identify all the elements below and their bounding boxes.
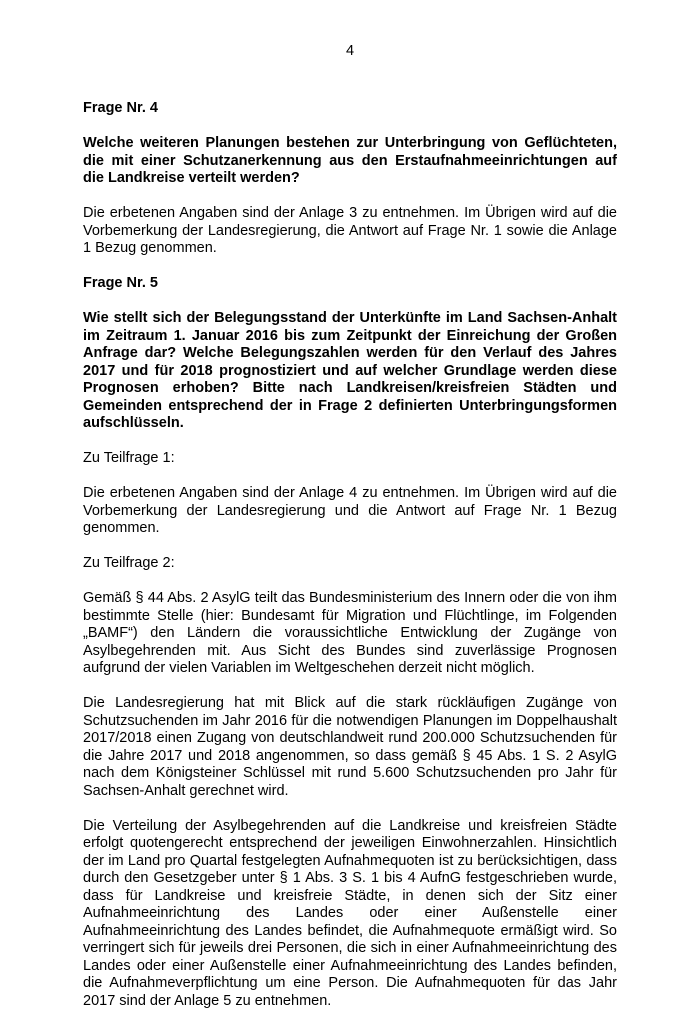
subquestion-2-paragraph: Gemäß § 44 Abs. 2 AsylG teilt das Bundesministerium des Innern oder die von ihm bestimmte Stelle (hier: Bundesamt für Migration und Flüchtlinge, im Folgenden „BAMF“) den Ländern die voraussichtliche Entwicklung der Zugänge von Asylbegehrenden mit. Aus Sicht des Bundes sind zuverlässige Prognosen aufgrund der vielen Variablen im Weltgeschehen derzeit nicht möglich. — [83, 590, 617, 678]
page-number: 4 — [0, 43, 700, 59]
question-4-text: Welche weiteren Planungen bestehen zur Unterbringung von Geflüchteten, die mit einer Schutzanerkennung aus den Erstaufnahmeeinrichtungen auf die Landkreise verteilt werden? — [83, 135, 617, 188]
subquestion-1-answer: Die erbetenen Angaben sind der Anlage 4 zu entnehmen. Im Übrigen wird auf die Vorbemerkung der Landesregierung und die Antwort auf Frage Nr. 1 Bezug genommen. — [83, 485, 617, 538]
subquestion-1-label: Zu Teilfrage 1: — [83, 450, 617, 468]
subquestion-2-paragraph: Die Landesregierung hat mit Blick auf die stark rückläufigen Zugänge von Schutzsuchenden im Jahr 2016 für die notwendigen Planungen im Doppelhaushalt 2017/2018 einen Zugang von deutschlandweit rund 200.000 Schutzsuchenden für die Jahre 2017 und 2018 angenommen, so dass gemäß § 45 Abs. 1 S. 2 AsylG nach dem Königsteiner Schlüssel mit rund 5.600 Schutzsuchenden pro Jahr für Sachsen-Anhalt gerechnet wird. — [83, 695, 617, 800]
question-4-heading: Frage Nr. 4 — [83, 100, 617, 118]
page-content — [83, 100, 617, 1010]
question-4-answer: Die erbetenen Angaben sind der Anlage 3 zu entnehmen. Im Übrigen wird auf die Vorbemerkung der Landesregierung, die Antwort auf Frage Nr. 1 sowie die Anlage 1 Bezug genommen. — [83, 205, 617, 258]
subquestion-2-paragraph: Die Verteilung der Asylbegehrenden auf die Landkreise und kreisfreien Städte erfolgt quotengerecht entsprechend der jeweiligen Einwohnerzahlen. Hinsichtlich der im Land pro Quartal festgelegten Aufnahmequoten ist zu berücksichtigen, dass durch den Gesetzgeber unter § 1 Abs. 3 S. 1 bis 4 AufnG festgeschrieben wurde, dass für Landkreise und kreisfreie Städte, in denen sich der Sitz einer Aufnahmeeinrichtung des Landes oder einer Außenstelle einer Aufnahmeeinrichtung des Landes befindet, die Aufnahmequote ermäßigt wird. So verringert sich für jeweils drei Personen, die sich in einer Aufnahmeeinrichtung des Landes oder einer Außenstelle einer Aufnahmeeinrichtung des Landes befinden, die Aufnahmeverpflichtung um eine Person. Die Aufnahmequoten für das Jahr 2017 sind der Anlage 5 zu entnehmen. — [83, 818, 617, 1010]
question-5-text: Wie stellt sich der Belegungsstand der Unterkünfte im Land Sachsen-Anhalt im Zeitraum 1. Januar 2016 bis zum Zeitpunkt der Einreichung der Großen Anfrage dar? Welche Belegungszahlen werden für den Verlauf des Jahres 2017 und für 2018 prognostiziert und auf welcher Grundlage werden diese Prognosen erhoben? Bitte nach Landkreisen/kreisfreien Städten und Gemeinden entsprechend der in Frage 2 definierten Unterbringungsformen aufschlüsseln. — [83, 310, 617, 433]
subquestion-2-label: Zu Teilfrage 2: — [83, 555, 617, 573]
question-5-heading: Frage Nr. 5 — [83, 275, 617, 293]
